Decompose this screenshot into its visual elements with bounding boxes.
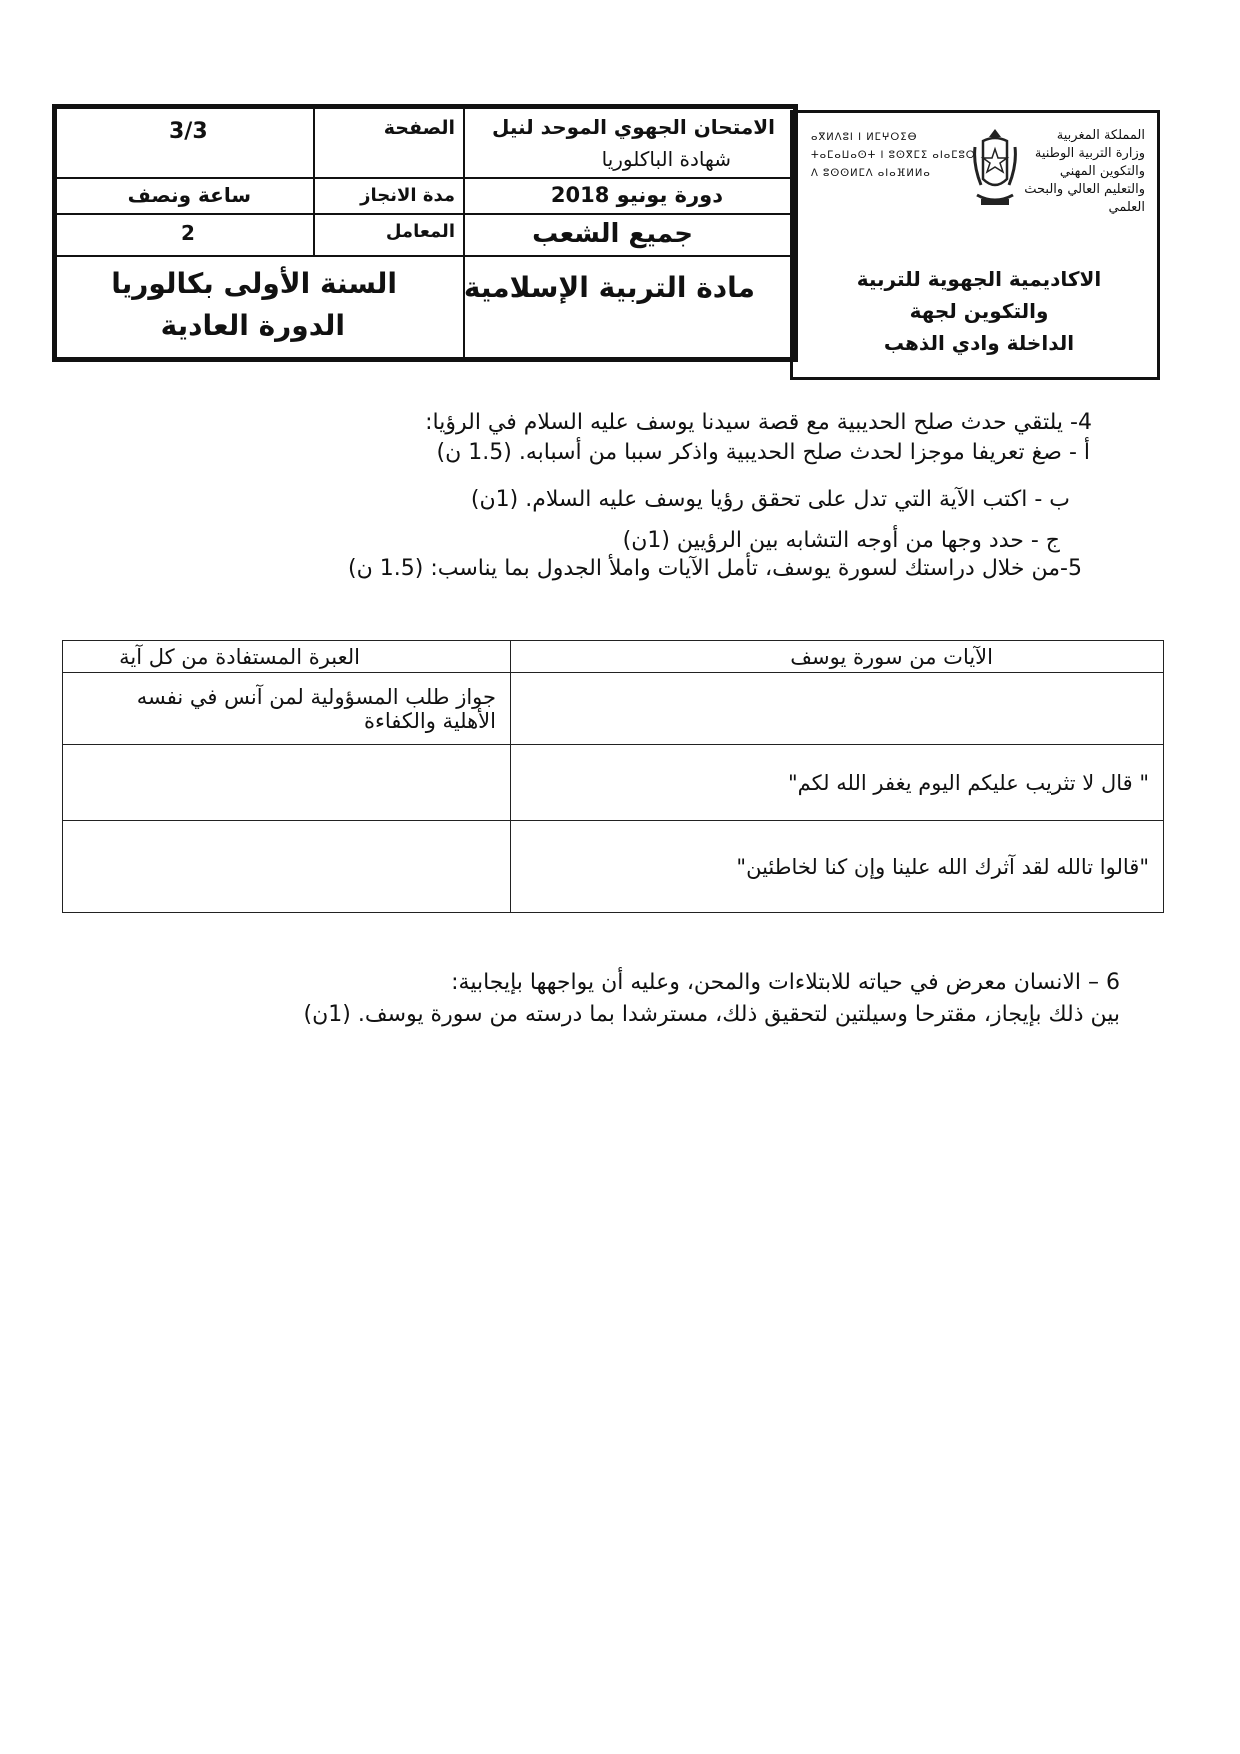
coefficient-value-cell	[55, 213, 315, 257]
duration-label: مدة الانجاز	[360, 185, 455, 206]
verses-table	[62, 640, 1164, 913]
coefficient-label-cell	[313, 213, 465, 257]
question-6-line1: 6 – الانسان معرض في حياته للابتلاءات والمحن، وعليه أن يواجهها بإيجابية:	[451, 970, 1120, 995]
table-header-row	[63, 641, 1164, 673]
question-5-intro: 5-من خلال دراستك لسورة يوسف، تأمل الآيات واملأ الجدول بما يناسب: (1.5 ن)	[348, 556, 1082, 581]
exam-title-line2: شهادة الباكلوريا	[601, 147, 731, 171]
lesson-cell	[63, 821, 511, 913]
question-4-intro: 4- يلتقي حدث صلح الحديبية مع قصة سيدنا يوسف عليه السلام في الرؤيا:	[425, 410, 1092, 435]
exam-title-cell	[463, 107, 795, 179]
question-4-c: ج - حدد وجها من أوجه التشابه بين الرؤيين (1ن)	[622, 528, 1060, 553]
exam-title-line1: الامتحان الجهوي الموحد لنيل	[492, 115, 775, 139]
ministry-tf-line3: ⴷ ⵓⵙⵙⵍⵎⴷ ⴰⵏⴰⴼⵍⵍⴰ	[811, 168, 931, 179]
page-label-cell	[313, 107, 465, 179]
duration-label-cell	[313, 177, 465, 215]
duration-value: ساعة ونصف	[127, 183, 251, 207]
ministry-tifinagh	[811, 129, 991, 183]
ministry-arabic	[995, 127, 1145, 217]
level-line2: الدورة العادية	[160, 309, 345, 342]
verse-cell: " قال لا تثريب عليكم اليوم يغفر الله لكم"	[511, 745, 1164, 821]
table-row	[63, 745, 1164, 821]
column-header-lesson: العبرة المستفادة من كل آية	[63, 641, 511, 673]
session: دورة يونيو 2018	[550, 183, 723, 207]
stream-cell	[463, 213, 795, 257]
lesson-cell	[63, 745, 511, 821]
question-4-b: ب - اكتب الآية التي تدل على تحقق رؤيا يوسف عليه السلام. (1ن)	[470, 487, 1070, 512]
question-4-a: أ - صغ تعريفا موجزا لحدث صلح الحديبية واذكر سببا من أسبابه. (1.5 ن)	[436, 440, 1090, 465]
academy-line2: الداخلة وادي الذهب	[883, 331, 1075, 355]
subject-cell	[463, 255, 795, 359]
page-value-cell	[55, 107, 315, 179]
coefficient-value: 2	[181, 221, 195, 245]
verse-cell: "قالوا تالله لقد آثرك الله علينا وإن كنا لخاطئين"	[511, 821, 1164, 913]
ministry-ar-line2: وزارة التربية الوطنية والتكوين المهني	[1034, 146, 1145, 179]
subject: مادة التربية الإسلامية	[463, 271, 755, 304]
session-cell	[463, 177, 795, 215]
stream: جميع الشعب	[532, 219, 693, 249]
table-row	[63, 673, 1164, 745]
duration-value-cell	[55, 177, 315, 215]
column-header-verses: الآيات من سورة يوسف	[511, 641, 1164, 673]
level-line1: السنة الأولى بكالوريا	[111, 267, 397, 300]
academy-name	[813, 263, 1145, 359]
ministry-ar-line1: المملكة المغربية	[1056, 128, 1145, 143]
page-value: 3/3	[169, 119, 208, 144]
academy-line1: الاكاديمية الجهوية للتربية والتكوين لجهة	[856, 267, 1102, 323]
page-label: الصفحة	[383, 117, 455, 139]
lesson-cell: جواز طلب المسؤولية لمن آنس في نفسه الأهلية والكفاءة	[63, 673, 511, 745]
level-cell	[55, 255, 465, 359]
ministry-ar-line3: والتعليم العالي والبحث العلمي	[1024, 182, 1145, 215]
question-6-line2: بين ذلك بإيجاز، مقترحا وسيلتين لتحقيق ذلك، مسترشدا بما درسته من سورة يوسف. (1ن)	[303, 1002, 1120, 1027]
ministry-tf-line2: ⵜⴰⵎⴰⵡⴰⵙⵜ ⵏ ⵓⵙⴳⵎⵉ ⴰⵏⴰⵎⵓⵔ	[811, 150, 976, 161]
ministry-tf-line1: ⴰⴳⵍⴷⵓⵏ ⵏ ⵍⵎⵖⵔⵉⴱ	[811, 132, 918, 143]
coefficient-label: المعامل	[385, 221, 455, 242]
verse-cell	[511, 673, 1164, 745]
table-row	[63, 821, 1164, 913]
exam-header	[52, 104, 798, 362]
organization-box	[790, 110, 1160, 380]
